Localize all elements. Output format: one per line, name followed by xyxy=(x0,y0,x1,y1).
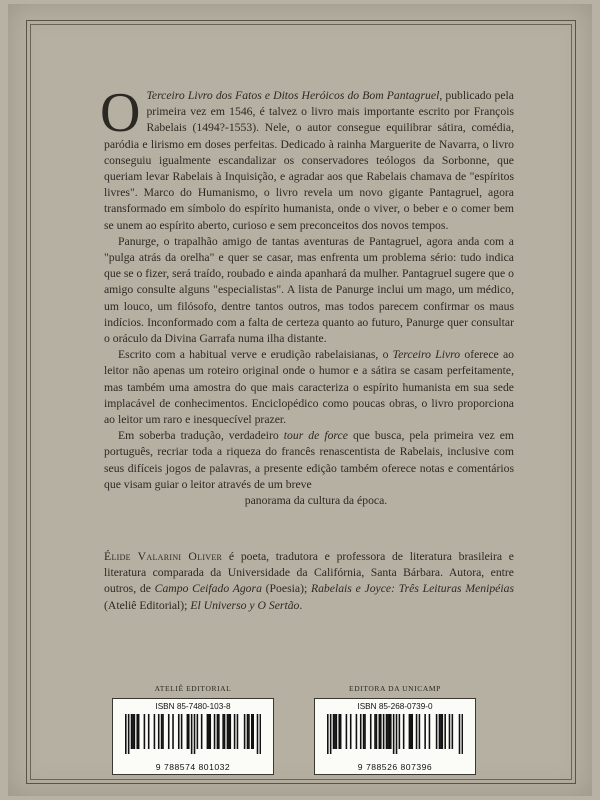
text-run: (Ateliê Editorial); xyxy=(104,598,191,612)
barcode-bars xyxy=(125,714,261,754)
barcode-bar xyxy=(234,714,236,749)
paragraph-4-last-line: panorama da cultura da época. xyxy=(244,494,388,508)
barcode-bar xyxy=(158,714,160,749)
barcode-bar xyxy=(452,714,454,749)
barcode-bars xyxy=(327,714,463,754)
barcode-bar xyxy=(125,714,127,754)
barcode-bar xyxy=(338,714,340,749)
barcode-bar xyxy=(187,714,189,749)
barcode-bar xyxy=(386,714,388,749)
barcode-bar xyxy=(260,714,261,754)
barcode-bar xyxy=(340,714,342,749)
barcode-bar xyxy=(440,714,442,749)
italic-title: Rabelais e Joyce: Três Leituras Menipéias xyxy=(310,582,515,596)
isbn-text: ISBN 85-7480-103-8 xyxy=(155,702,231,711)
barcode-bar xyxy=(330,714,332,754)
paragraph-4 xyxy=(104,428,514,493)
barcode-bar xyxy=(251,714,253,749)
barcode-bar xyxy=(162,714,164,749)
barcode-bar xyxy=(224,714,226,749)
barcode-bar xyxy=(383,714,385,749)
barcode-bar xyxy=(336,714,338,749)
barcode-bar xyxy=(379,714,381,749)
text-run: , publicado pela primeira vez em 1546, é talvez o livro mais importante escrito por François Rabelais (1494?-1553). Nele, o autor consegue equilibrar sátira, comédia, paródia e lirismo em doses perfeitas. Dedicado à rainha Marguerite de Navarra, o livro conseguiu igualmente escandalizar os conservadores teólogos da Sorbonne, que queriam levar Rabelais à Inquisição, e agradar aos que Rabelais chamava de "espíritos livres". Marco do Humanismo, o livro revela um novo gigante Pantagruel, agora transformado em símbolo do espírito humanista, onde o viver, o beber e o comer bem se unem ao espírito aberto, curioso e sem preconceitos dos novos tempos. xyxy=(104,89,514,232)
barcode-bar xyxy=(128,714,130,754)
barcode-bar xyxy=(449,714,451,749)
barcode-bar xyxy=(419,714,421,749)
barcode-block-atelie xyxy=(112,684,274,775)
paragraph-2: Panurge, o trapalhão amigo de tantas aventuras de Pantagruel, agora anda com a "pulga atrás da orelha" e quer se casar, mas enfrenta um problema sério: tudo indica que se o fizer, será traído, roubado e ainda apanhará da mulher. Pantagruel sugere que o amigo consulte alguns "especialistas". A lista de Panurge inclui um mago, um médico, um louco, um filósofo, dentre tantos outros, mas todos parecem confirmar os maus indícios. Inconformado com a falta de certeza quanto ao futuro, Panurge quer consultar o oráculo da Divina Garrafa numa ilha distante. xyxy=(104,234,514,346)
barcode-bar xyxy=(222,714,224,749)
barcode-bar xyxy=(376,714,378,749)
barcode-bar xyxy=(230,714,232,749)
barcode-bar xyxy=(148,714,150,749)
barcode-bar xyxy=(132,714,134,749)
barcode-bar xyxy=(442,714,444,749)
barcode-bar xyxy=(334,714,336,749)
barcode-bar xyxy=(154,714,156,749)
barcode-number: 9 788526 807396 xyxy=(357,762,433,772)
barcode-bar xyxy=(439,714,441,749)
barcode-bar xyxy=(136,714,138,749)
barcode-bar xyxy=(403,714,405,749)
paragraph-1 xyxy=(100,82,514,234)
barcode-bar xyxy=(209,714,211,749)
barcode-bar xyxy=(161,714,163,749)
barcode-bar xyxy=(374,714,376,749)
barcode-bar xyxy=(178,714,180,749)
barcode-number: 9 788574 801032 xyxy=(155,762,231,772)
barcode-bar xyxy=(138,714,140,749)
barcode-bar xyxy=(188,714,190,749)
barcode-bar xyxy=(228,714,230,749)
barcode-bar xyxy=(247,714,249,749)
barcode-bar xyxy=(131,714,133,749)
barcode-bar xyxy=(191,714,193,754)
barcode-bar xyxy=(252,714,254,749)
text-run: que busca, pela primeira vez em português, recriar toda a riqueza do francês renascentista de Rabelais, inclusive com seus difíceis jogos de palavras, a presente edição também oferece notas e comentários que visam guiar o leitor através de um breve xyxy=(104,429,514,491)
barcode-bar xyxy=(389,714,391,749)
barcode-bar xyxy=(346,714,348,749)
barcode-bar xyxy=(218,714,220,749)
barcode-bar xyxy=(207,714,209,749)
book-back-cover xyxy=(8,4,592,796)
barcode-bar xyxy=(393,714,395,754)
barcode-bar xyxy=(172,714,174,749)
barcode-label xyxy=(112,698,274,775)
publisher-name: EDITORA DA UNICAMP xyxy=(349,684,441,693)
text-run: (Poesia); xyxy=(261,582,311,596)
barcode-bar xyxy=(390,714,392,749)
barcode-bar xyxy=(201,714,203,749)
barcode-bar xyxy=(327,714,329,754)
barcode-bar xyxy=(134,714,136,749)
synopsis-text xyxy=(100,82,514,509)
barcode-bar xyxy=(356,714,358,749)
drop-cap: O xyxy=(100,82,141,144)
author-bio xyxy=(104,549,514,614)
barcode-bar xyxy=(363,714,365,749)
barcode-bar xyxy=(399,714,401,749)
italic-title: tour de force xyxy=(283,429,348,443)
publisher-name: ATELIÊ EDITORIAL xyxy=(154,684,232,693)
text-run: . xyxy=(299,598,303,612)
barcode-bar xyxy=(409,714,411,749)
paragraph-3 xyxy=(104,347,514,428)
barcode-bar xyxy=(360,714,362,749)
italic-title: Campo Ceifado Agora xyxy=(154,582,262,596)
author-name: Élide Valarini Oliver xyxy=(104,550,223,563)
barcode-bar xyxy=(429,714,431,749)
barcode-bar xyxy=(197,714,199,749)
barcode-bar xyxy=(380,714,382,749)
barcode-bar xyxy=(217,714,219,749)
barcode-label xyxy=(314,698,476,775)
italic-title: El Universo y O Sertão xyxy=(190,598,300,612)
barcode-bar xyxy=(462,714,463,754)
barcode-bar xyxy=(436,714,438,749)
barcode-bar xyxy=(248,714,250,749)
barcode-bar xyxy=(144,714,146,749)
barcode-bar xyxy=(214,714,216,749)
barcode-bar xyxy=(257,714,259,754)
barcode-bar xyxy=(237,714,239,749)
barcode-bar xyxy=(396,714,398,754)
barcode-bar xyxy=(387,714,389,749)
text-run: Em soberba tradução, verdadeiro xyxy=(118,429,284,443)
barcode-block-unicamp xyxy=(314,684,476,775)
barcode-bar xyxy=(416,714,418,749)
italic-title: Terceiro Livro xyxy=(392,348,461,362)
text-run: oferece ao leitor não apenas um roteiro original onde o humor e a sátira se casam perfeitamente, mas também uma amostra do que mais caracteriza o espírito humanista em sua sede implacável de conhecimentos. Enciclopédico como poucas obras, o livro proporciona ao leitor um raro e inesquecível prazer. xyxy=(104,348,514,427)
barcode-bar xyxy=(227,714,229,749)
barcode-bar xyxy=(364,714,366,749)
barcode-bar xyxy=(244,714,246,749)
barcode-bar xyxy=(350,714,352,749)
barcode-bar xyxy=(370,714,372,749)
barcode-bar xyxy=(410,714,412,749)
italic-title: Terceiro Livro dos Fatos e Ditos Heróicos do Bom Pantagruel xyxy=(146,89,440,102)
text-run: Escrito com a habitual verve e erudição rabelaisianas, o xyxy=(118,348,393,362)
isbn-text: ISBN 85-268-0739-0 xyxy=(357,702,433,711)
barcode-bar xyxy=(208,714,210,749)
barcode-bar xyxy=(333,714,335,749)
barcode-bar xyxy=(194,714,196,754)
barcode-bar xyxy=(411,714,413,749)
barcode-bar xyxy=(424,714,426,749)
barcode-bar xyxy=(181,714,183,749)
barcode-bar xyxy=(444,714,446,749)
barcode-bar xyxy=(168,714,170,749)
barcode-bar xyxy=(459,714,461,754)
text-run: é poeta, tradutora e professora de literatura brasileira e literatura comparada da Universidade da Califórnia, Santa Bárbara. Autora, entre outros, de xyxy=(104,550,514,596)
